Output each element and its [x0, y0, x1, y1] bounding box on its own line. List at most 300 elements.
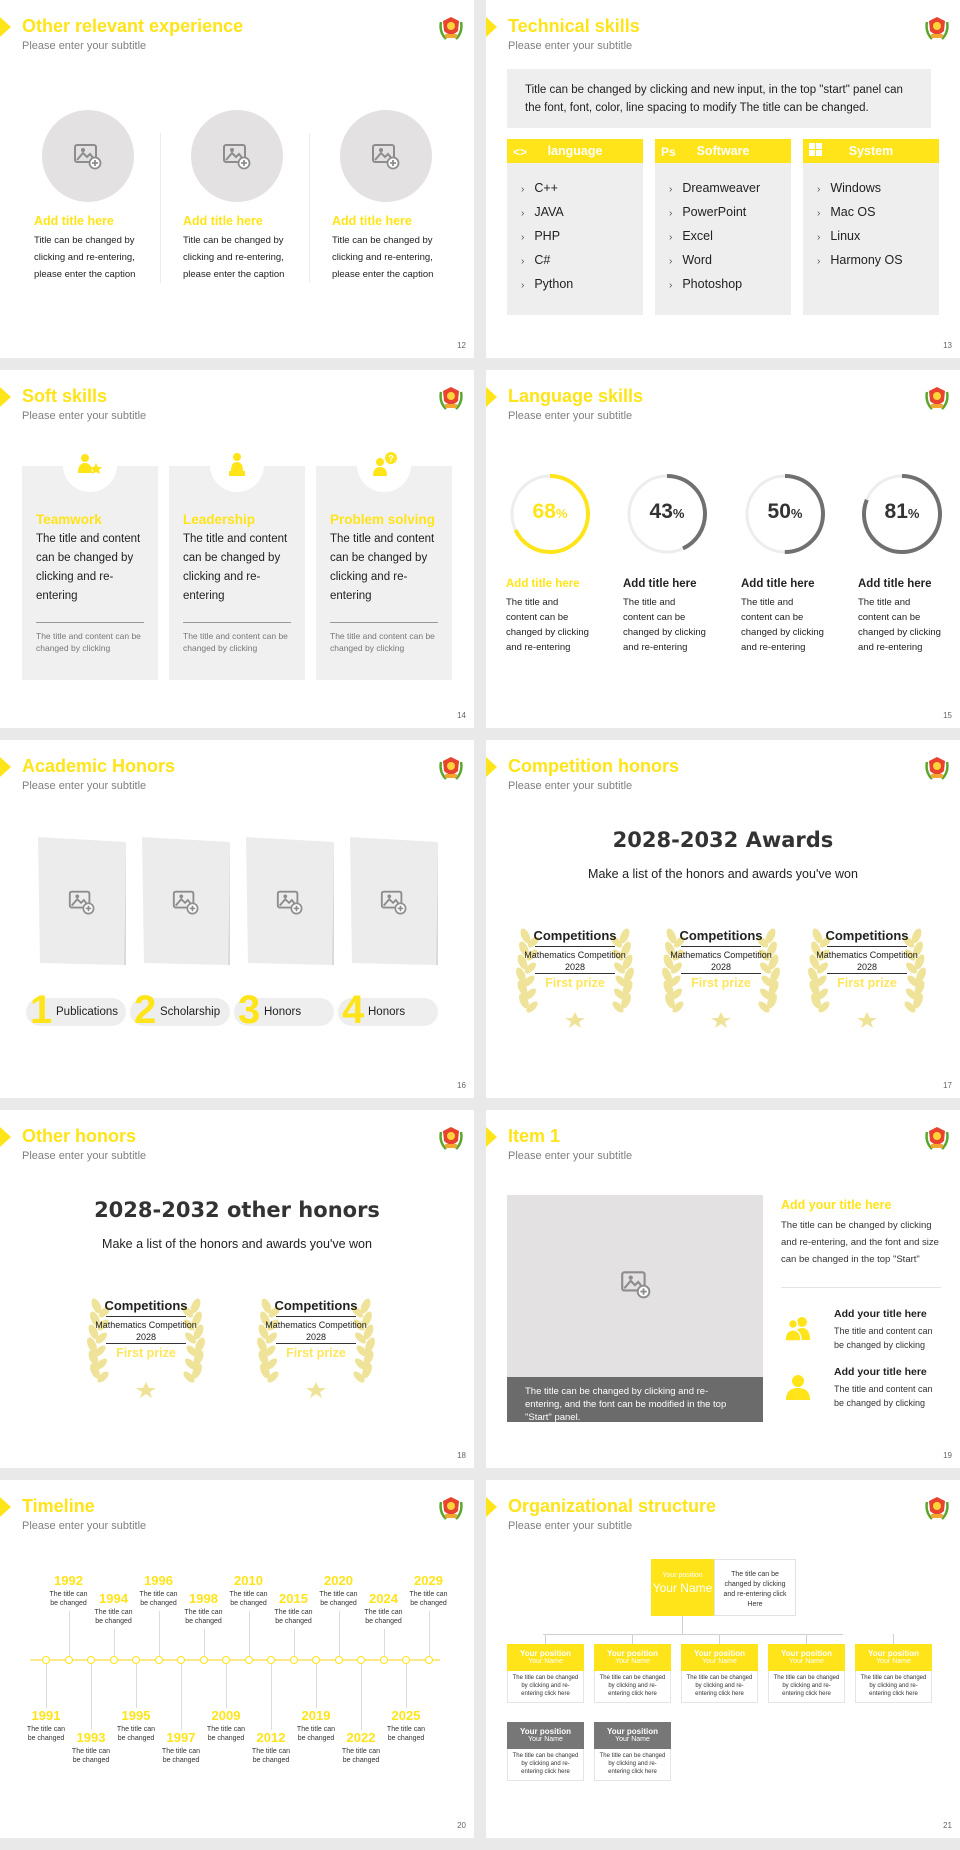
- honor-label: Scholarship: [160, 1006, 221, 1018]
- progress-unit: %: [790, 506, 803, 521]
- timeline-year: 1992: [54, 1573, 83, 1588]
- timeline-caption: The title can be changed: [94, 1609, 133, 1625]
- skill-item: › C++: [521, 177, 643, 201]
- title-marker: [486, 1497, 497, 1517]
- org-node[interactable]: [855, 1644, 932, 1671]
- image-placeholder[interactable]: [191, 110, 283, 202]
- timeline-caption: The title can be changed: [319, 1591, 358, 1607]
- timeline-stem: [114, 1629, 115, 1656]
- timeline-dot: [425, 1656, 433, 1664]
- org-node-note: The title can be changed by clicking and re-entering click here: [594, 1749, 671, 1781]
- entry-divider: [781, 1287, 941, 1288]
- ring-heading: Add title here: [741, 578, 815, 590]
- page-number: 21: [943, 1821, 952, 1830]
- honor-pill: [26, 988, 126, 1032]
- org-top-position: Your position: [662, 1572, 703, 1579]
- slide-subtitle: Please enter your subtitle: [22, 1520, 147, 1532]
- school-badge-icon: [924, 384, 950, 412]
- skill-item: › Excel: [669, 225, 791, 249]
- progress-value: [625, 500, 709, 524]
- leader-icon: [210, 438, 264, 492]
- users-icon: [783, 1314, 813, 1349]
- org-connector: [719, 1634, 720, 1644]
- award-divider: [535, 973, 615, 974]
- timeline-stem: [226, 1664, 227, 1708]
- timeline-year: 2020: [324, 1573, 353, 1588]
- org-node-position: Your position: [868, 1649, 919, 1658]
- image-placeholder[interactable]: [340, 110, 432, 202]
- timeline-year: 2012: [256, 1730, 286, 1745]
- skill-column-body: [507, 163, 643, 315]
- photo-frame[interactable]: [38, 837, 126, 967]
- timeline-stem: [249, 1611, 250, 1656]
- org-node[interactable]: [681, 1644, 758, 1671]
- title-marker: [0, 1497, 11, 1517]
- image-add-icon: [275, 887, 303, 915]
- timeline-caption: The title can be changed: [184, 1609, 223, 1625]
- skill-item: › JAVA: [521, 201, 643, 225]
- side-description: The title can be changed by clicking and re-entering, and the font and size can be changed in the top "Start": [781, 1220, 939, 1265]
- timeline-caption: The title can be changed: [26, 1726, 66, 1742]
- timeline-dot: [42, 1656, 50, 1664]
- image-add-icon: [171, 887, 199, 915]
- timeline-dot: [357, 1656, 365, 1664]
- progress-number: 43: [649, 500, 673, 523]
- timeline-year: 2010: [234, 1573, 263, 1588]
- org-top-note: The title can be changed by clicking and re-entering click Here: [714, 1559, 796, 1616]
- skill-column-header: [655, 139, 791, 163]
- timeline-year: 2024: [369, 1591, 398, 1606]
- skill-column-header: [507, 139, 643, 163]
- slide-timeline[interactable]: [0, 1480, 474, 1838]
- slide-subtitle: Please enter your subtitle: [22, 40, 147, 52]
- skill-card: [316, 466, 452, 680]
- slide-title: Item 1: [508, 1126, 561, 1146]
- honor-pill: [130, 988, 230, 1032]
- slide-subtitle: Please enter your subtitle: [508, 1520, 633, 1532]
- timeline-dot: [402, 1656, 410, 1664]
- progress-number: 50: [767, 500, 791, 523]
- honor-number: 4: [342, 988, 365, 1032]
- image-caption: The title can be changed by clicking and re-entering, and the font can be modified in the top "Start" panel.: [507, 1377, 763, 1422]
- timeline-caption: The title can be changed: [341, 1748, 381, 1764]
- card-heading: Teamwork: [36, 512, 102, 527]
- award-wreath: [507, 918, 643, 1028]
- item-heading: Add title here: [34, 214, 114, 228]
- award-divider: [106, 1316, 186, 1317]
- slide-title: Competition honors: [508, 756, 679, 776]
- skill-item: › Word: [669, 249, 791, 273]
- timeline-dot: [290, 1656, 298, 1664]
- timeline-dot: [65, 1656, 73, 1664]
- timeline-caption: The title can be changed: [364, 1609, 403, 1625]
- honors-heading: 2028-2032 other honors: [94, 1198, 380, 1222]
- progress-ring: [625, 472, 709, 556]
- slide-subtitle: Please enter your subtitle: [508, 780, 633, 792]
- timeline-dot: [200, 1656, 208, 1664]
- award-divider: [276, 1316, 356, 1317]
- timeline-stem: [271, 1664, 272, 1730]
- title-marker: [486, 757, 497, 777]
- awards-heading: 2028-2032 Awards: [612, 828, 834, 852]
- timeline-stem: [339, 1611, 340, 1656]
- org-node[interactable]: [594, 1644, 671, 1671]
- school-badge-icon: [924, 754, 950, 782]
- slide-competition-honors[interactable]: [486, 740, 960, 1098]
- org-node-position: Your position: [607, 1727, 658, 1736]
- org-node-position: Your position: [520, 1649, 571, 1658]
- title-marker: [0, 757, 11, 777]
- progress-unit: %: [672, 506, 685, 521]
- image-add-icon: [72, 140, 102, 170]
- slide-soft-skills[interactable]: [0, 370, 474, 728]
- skill-column-title: language: [547, 144, 603, 158]
- org-node-position: Your position: [781, 1649, 832, 1658]
- skill-item: › PowerPoint: [669, 201, 791, 225]
- ring-text: The title and content can be changed by clicking and re-entering: [858, 597, 941, 653]
- photo-frame[interactable]: [142, 837, 230, 967]
- award-divider: [106, 1343, 186, 1344]
- card-divider: [183, 622, 291, 623]
- slide-title: Technical skills: [508, 16, 640, 36]
- award-detail: Mathematics Competition: [95, 1320, 197, 1330]
- timeline-year: 2015: [279, 1591, 308, 1606]
- skill-item: › C#: [521, 249, 643, 273]
- slide-title: Other honors: [22, 1126, 137, 1146]
- timeline-stem: [46, 1664, 47, 1708]
- timeline-year: 2009: [211, 1708, 241, 1723]
- item-heading: Add title here: [332, 214, 412, 228]
- image-add-icon: [619, 1267, 651, 1299]
- org-node-name: Your Name: [702, 1658, 737, 1665]
- skill-column-body: [803, 163, 939, 315]
- timeline-dot: [312, 1656, 320, 1664]
- org-connector: [543, 1634, 843, 1635]
- timeline-dot: [110, 1656, 118, 1664]
- page-number: 13: [943, 341, 952, 350]
- school-badge-icon: [438, 1124, 464, 1152]
- school-badge-icon: [924, 1124, 950, 1152]
- side-heading: Add your title here: [781, 1198, 892, 1212]
- org-connector: [893, 1634, 894, 1644]
- school-badge-icon: [438, 384, 464, 412]
- title-marker: [0, 17, 11, 37]
- school-badge-icon: [438, 754, 464, 782]
- timeline-year: 2022: [346, 1730, 376, 1745]
- timeline-stem: [406, 1664, 407, 1708]
- code-icon: <>: [513, 145, 528, 159]
- slide-subtitle: Please enter your subtitle: [508, 1150, 633, 1162]
- skill-column-header: [803, 139, 939, 163]
- awards-subheading: Make a list of the honors and awards you've won: [588, 867, 858, 881]
- skill-item: › PHP: [521, 225, 643, 249]
- award-year: 2028: [305, 1332, 327, 1342]
- skill-column-body: [655, 163, 791, 315]
- award-year: 2028: [856, 962, 878, 972]
- honor-number: 3: [238, 988, 261, 1032]
- timeline-caption: The title can be changed: [161, 1748, 201, 1764]
- item-text: Title can be changed by clicking and re-entering, please enter the caption: [183, 235, 285, 280]
- title-marker: [0, 387, 11, 407]
- photoshop-icon: Ps: [661, 145, 676, 159]
- org-node-position: Your position: [694, 1649, 745, 1658]
- progress-unit: %: [907, 506, 920, 521]
- user-icon: [783, 1372, 813, 1407]
- timeline-stem: [316, 1664, 317, 1708]
- title-marker: [486, 1127, 497, 1147]
- timeline-stem: [136, 1664, 137, 1708]
- honor-label: Honors: [264, 1006, 302, 1018]
- slide-language-skills[interactable]: [486, 370, 960, 728]
- school-badge-icon: [924, 1494, 950, 1522]
- card-note: The title and content can be changed by clicking: [330, 631, 435, 653]
- progress-unit: %: [555, 506, 568, 521]
- ring-heading: Add title here: [623, 578, 697, 590]
- skill-item: › Windows: [817, 177, 939, 201]
- skill-item: › Linux: [817, 225, 939, 249]
- honor-number: 2: [134, 988, 157, 1032]
- timeline-stem: [204, 1629, 205, 1656]
- card-text: The title and content can be changed by clicking and re-entering: [183, 533, 288, 602]
- skill-item: › Mac OS: [817, 201, 939, 225]
- timeline-dot: [222, 1656, 230, 1664]
- skill-card: [22, 466, 158, 680]
- image-placeholder[interactable]: [507, 1195, 763, 1377]
- award-year: 2028: [135, 1332, 157, 1342]
- award-year: 2028: [710, 962, 732, 972]
- org-top-name: Your Name: [652, 1581, 713, 1595]
- org-node-note: The title can be changed by clicking and re-entering click here: [507, 1749, 584, 1781]
- slide-academic-honors[interactable]: [0, 740, 474, 1098]
- org-node[interactable]: [507, 1644, 584, 1671]
- award-divider: [827, 946, 907, 947]
- slide-subtitle: Please enter your subtitle: [22, 780, 147, 792]
- timeline-caption: The title can be changed: [409, 1591, 448, 1607]
- page-number: 14: [457, 711, 466, 720]
- timeline-dot: [380, 1656, 388, 1664]
- timeline-dot: [267, 1656, 275, 1664]
- skill-item: › Dreamweaver: [669, 177, 791, 201]
- entry-text: The title and content can be changed by clicking: [834, 1384, 933, 1408]
- timeline-caption: The title can be changed: [251, 1748, 291, 1764]
- title-marker: [486, 17, 497, 37]
- skill-item: › Harmony OS: [817, 249, 939, 273]
- slide-item-1[interactable]: [486, 1110, 960, 1468]
- org-node[interactable]: [594, 1722, 671, 1749]
- org-node-name: Your Name: [876, 1658, 911, 1665]
- slide-title: Organizational structure: [508, 1496, 717, 1516]
- timeline-stem: [159, 1611, 160, 1656]
- skill-card: [169, 466, 305, 680]
- progress-value: [508, 500, 592, 524]
- page-number: 18: [457, 1451, 466, 1460]
- skill-item: › Photoshop: [669, 273, 791, 297]
- ring-text: The title and content can be changed by clicking and re-entering: [623, 597, 706, 653]
- image-placeholder[interactable]: [42, 110, 134, 202]
- card-note: The title and content can be changed by clicking: [183, 631, 288, 653]
- ring-text: The title and content can be changed by clicking and re-entering: [506, 597, 589, 653]
- award-year: 2028: [564, 962, 586, 972]
- photo-frame[interactable]: [246, 837, 334, 967]
- award-name: Competitions: [825, 928, 909, 943]
- honors-subheading: Make a list of the honors and awards you've won: [102, 1237, 372, 1251]
- award-detail: Mathematics Competition: [524, 950, 626, 960]
- org-node-name: Your Name: [528, 1736, 563, 1743]
- timeline-caption: The title can be changed: [386, 1726, 426, 1742]
- honor-pill: [338, 988, 438, 1032]
- title-marker: [0, 1127, 11, 1147]
- slide-technical-skills[interactable]: [486, 0, 960, 358]
- timeline-year: 1993: [76, 1730, 106, 1745]
- award-wreath: [78, 1288, 214, 1398]
- school-badge-icon: [438, 14, 464, 42]
- org-node-note: The title can be changed by clicking and re-entering click here: [768, 1671, 845, 1703]
- slide-title: Soft skills: [22, 386, 108, 406]
- slide-other-honors[interactable]: [0, 1110, 474, 1468]
- image-add-icon: [379, 887, 407, 915]
- progress-ring: [508, 472, 592, 556]
- ring-text: The title and content can be changed by clicking and re-entering: [741, 597, 824, 653]
- org-node-position: Your position: [520, 1727, 571, 1736]
- page-number: 20: [457, 1821, 466, 1830]
- progress-number: 68: [532, 500, 556, 523]
- image-add-icon: [67, 887, 95, 915]
- timeline-caption: The title can be changed: [206, 1726, 246, 1742]
- progress-ring: [860, 472, 944, 556]
- item-text: Title can be changed by clicking and re-entering, please enter the caption: [332, 235, 434, 280]
- item-text: Title can be changed by clicking and re-entering, please enter the caption: [34, 235, 136, 280]
- honor-label: Honors: [368, 1006, 406, 1018]
- org-node-name: Your Name: [615, 1658, 650, 1665]
- slide-organizational-structure[interactable]: [486, 1480, 960, 1838]
- org-node-note: The title can be changed by clicking and re-entering click here: [507, 1671, 584, 1703]
- card-text: The title and content can be changed by clicking and re-entering: [36, 533, 141, 602]
- slide-title: Timeline: [22, 1496, 95, 1516]
- image-add-icon: [221, 140, 251, 170]
- honor-pill: [234, 988, 334, 1032]
- award-divider: [276, 1343, 356, 1344]
- award-detail: Mathematics Competition: [816, 950, 918, 960]
- timeline-dot: [155, 1656, 163, 1664]
- card-divider: [36, 622, 144, 623]
- slide-subtitle: Please enter your subtitle: [508, 40, 633, 52]
- org-node-note: The title can be changed by clicking and re-entering click here: [855, 1671, 932, 1703]
- award-wreath: [653, 918, 789, 1028]
- timeline-caption: The title can be changed: [116, 1726, 156, 1742]
- award-prize: First prize: [116, 1346, 176, 1360]
- timeline-stem: [181, 1664, 182, 1730]
- org-node-name: Your Name: [615, 1736, 650, 1743]
- award-divider: [681, 973, 761, 974]
- entry-heading: Add your title here: [834, 1366, 927, 1378]
- award-name: Competitions: [104, 1298, 188, 1313]
- timeline-stem: [361, 1664, 362, 1730]
- org-connector: [545, 1634, 546, 1644]
- timeline-dot: [87, 1656, 95, 1664]
- award-name: Competitions: [274, 1298, 358, 1313]
- progress-ring: [743, 472, 827, 556]
- timeline-caption: The title can be changed: [49, 1591, 88, 1607]
- award-name: Competitions: [533, 928, 617, 943]
- award-divider: [827, 973, 907, 974]
- timeline-dot: [245, 1656, 253, 1664]
- ring-heading: Add title here: [858, 578, 932, 590]
- slide-subtitle: Please enter your subtitle: [22, 410, 147, 422]
- timeline-year: 1996: [144, 1573, 173, 1588]
- timeline-dot: [177, 1656, 185, 1664]
- card-text: The title and content can be changed by clicking and re-entering: [330, 533, 435, 602]
- org-node-note: The title can be changed by clicking and re-entering click here: [681, 1671, 758, 1703]
- timeline-stem: [429, 1611, 430, 1656]
- intro-box: Title can be changed by clicking and new input, in the top "start" panel can the font, font, color, line spacing to modify The title can be changed.: [507, 69, 931, 128]
- card-divider: [330, 622, 438, 623]
- honor-label: Publications: [56, 1006, 119, 1018]
- timeline-year: 1998: [189, 1591, 218, 1606]
- progress-value: [743, 500, 827, 524]
- timeline-year: 1994: [99, 1591, 128, 1606]
- slide-subtitle: Please enter your subtitle: [508, 410, 633, 422]
- photo-frame[interactable]: [350, 837, 438, 967]
- org-node-name: Your Name: [528, 1658, 563, 1665]
- slide-title: Other relevant experience: [22, 16, 244, 36]
- team-icon: [63, 438, 117, 492]
- timeline-caption: The title can be changed: [296, 1726, 336, 1742]
- award-wreath: [799, 918, 935, 1028]
- timeline-caption: The title can be changed: [274, 1609, 313, 1625]
- org-node[interactable]: [768, 1644, 845, 1671]
- problem-icon: [357, 438, 411, 492]
- title-marker: [486, 387, 497, 407]
- timeline-year: 1997: [166, 1730, 196, 1745]
- school-badge-icon: [924, 14, 950, 42]
- timeline-stem: [294, 1629, 295, 1656]
- svg-text:?: ?: [388, 453, 394, 464]
- timeline-year: 2019: [301, 1708, 331, 1723]
- org-node-position: Your position: [607, 1649, 658, 1658]
- timeline-caption: The title can be changed: [139, 1591, 178, 1607]
- org-connector: [632, 1634, 633, 1644]
- org-top-node[interactable]: [651, 1559, 714, 1616]
- column-divider: [160, 133, 161, 283]
- slide-subtitle: Please enter your subtitle: [22, 1150, 147, 1162]
- award-detail: Mathematics Competition: [670, 950, 772, 960]
- org-connector: [806, 1634, 807, 1644]
- slide-title: Language skills: [508, 386, 644, 406]
- org-node-name: Your Name: [789, 1658, 824, 1665]
- slide-other-relevant-experience[interactable]: [0, 0, 474, 358]
- timeline-stem: [384, 1629, 385, 1656]
- slide-title: Academic Honors: [22, 756, 176, 776]
- timeline-stem: [69, 1611, 70, 1656]
- award-divider: [535, 946, 615, 947]
- skill-column-title: Software: [696, 144, 750, 158]
- org-connector: [682, 1616, 683, 1634]
- page-number: 16: [457, 1081, 466, 1090]
- progress-value: [860, 500, 944, 524]
- timeline-caption: The title can be changed: [71, 1748, 111, 1764]
- skill-column-title: System: [848, 144, 894, 158]
- award-prize: First prize: [545, 976, 605, 990]
- column-divider: [309, 133, 310, 283]
- entry-heading: Add your title here: [834, 1308, 927, 1320]
- skill-item: › Python: [521, 273, 643, 297]
- org-node[interactable]: [507, 1722, 584, 1749]
- timeline-stem: [91, 1664, 92, 1730]
- page-number: 15: [943, 711, 952, 720]
- entry-text: The title and content can be changed by clicking: [834, 1326, 933, 1350]
- timeline-dot: [335, 1656, 343, 1664]
- timeline-caption: The title can be changed: [229, 1591, 268, 1607]
